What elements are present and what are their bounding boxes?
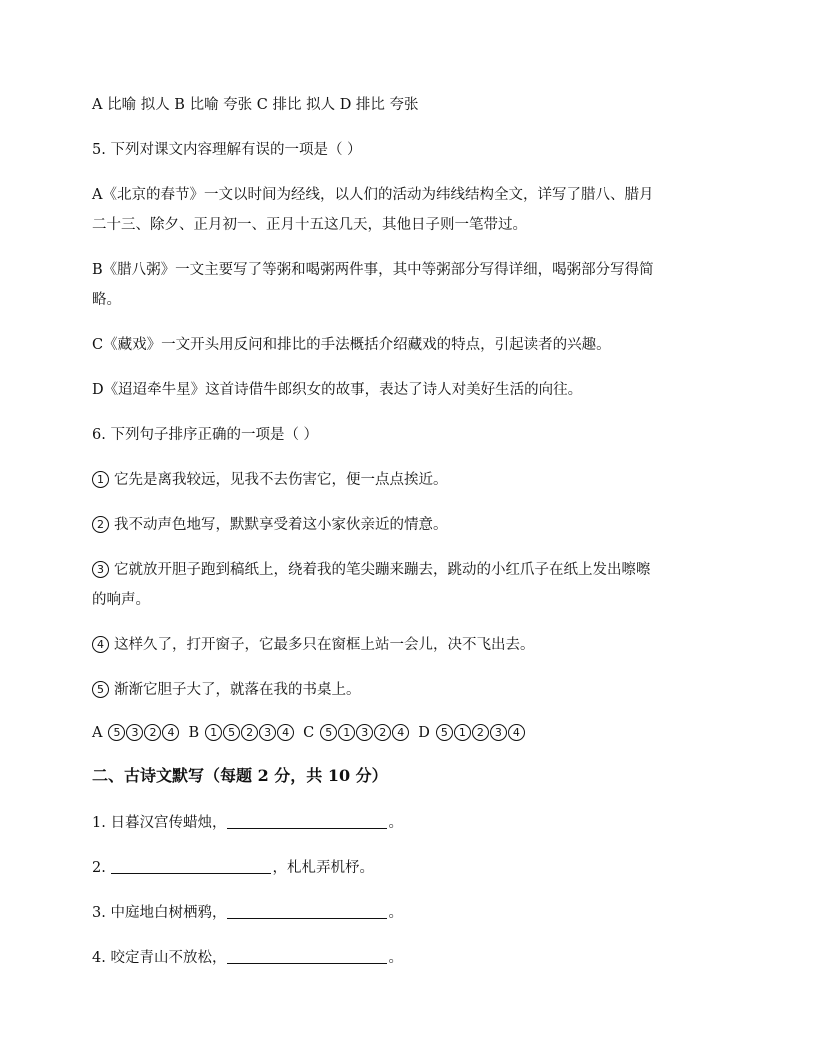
recitation-item-1: [92, 808, 732, 838]
answer-blank[interactable]: [111, 857, 271, 874]
q5-option-b-line1: B《腊八粥》一文主要写了等粥和喝粥两件事，其中等粥部分写得详细，喝粥部分写得简: [92, 262, 654, 278]
circled-number-4: 4: [392, 724, 409, 741]
q6-item-text: 我不动声色地写，默默享受着这小家伙亲近的情意。: [114, 517, 448, 533]
circled-number-3: 3: [92, 561, 109, 578]
circled-number-1: 1: [205, 724, 222, 741]
circled-number-2: 2: [472, 724, 489, 741]
option-letter-a: A: [92, 725, 103, 741]
circled-number-2: 2: [374, 724, 391, 741]
q6-item-text: 这样久了，打开窗子，它最多只在窗框上站一会儿，决不飞出去。: [114, 637, 535, 653]
circled-number-5: 5: [436, 724, 453, 741]
option-letter-d: D: [418, 725, 430, 741]
option-letter-c: C: [303, 725, 315, 741]
recitation-suffix: 。: [388, 950, 403, 966]
q6-item: [92, 630, 732, 660]
circled-number-3: 3: [356, 724, 373, 741]
q5-option-a-line2: 二十三、除夕、正月初一、正月十五这几天，其他日子则一笔带过。: [92, 217, 527, 233]
q6-item-text: 它先是离我较远，见我不去伤害它，便一点点挨近。: [114, 472, 448, 488]
answer-blank[interactable]: [227, 902, 387, 919]
q6-item: [92, 675, 732, 705]
circled-number-1: 1: [92, 471, 109, 488]
circled-number-3: 3: [259, 724, 276, 741]
circled-number-3: 3: [126, 724, 143, 741]
q6-item-text: 它就放开胆子跑到稿纸上，绕着我的笔尖蹦来蹦去，跳动的小红爪子在纸上发出嚓嚓: [114, 562, 651, 578]
q4-options: A 比喻 拟人 B 比喻 夸张 C 排比 拟人 D 排比 夸张: [92, 97, 419, 113]
q5-stem: 5. 下列对课文内容理解有误的一项是（ ）: [92, 142, 362, 158]
q6-options: [92, 718, 732, 748]
circled-number-2: 2: [144, 724, 161, 741]
q5-option-d: D《迢迢牵牛星》这首诗借牛郎织女的故事，表达了诗人对美好生活的向往。: [92, 382, 583, 398]
circled-number-4: 4: [277, 724, 294, 741]
circled-number-5: 5: [92, 681, 109, 698]
circled-number-5: 5: [223, 724, 240, 741]
recitation-item-3: [92, 898, 732, 928]
circled-number-5: 5: [108, 724, 125, 741]
q5-option-a-line1: A《北京的春节》一文以时间为经线，以人们的活动为纬线结构全文，详写了腊八、腊月: [92, 187, 654, 203]
q6-stem: 6. 下列句子排序正确的一项是（ ）: [92, 427, 319, 443]
q6-item-continuation: 的响声。: [92, 592, 150, 608]
q6-item: [92, 465, 732, 495]
recitation-item-4: [92, 943, 732, 973]
circled-number-1: 1: [454, 724, 471, 741]
recitation-prefix: 1. 日暮汉宫传蜡烛，: [92, 815, 227, 831]
recitation-suffix: 。: [388, 815, 403, 831]
recitation-suffix: 。: [388, 905, 403, 921]
answer-blank[interactable]: [227, 812, 387, 829]
circled-number-4: 4: [508, 724, 525, 741]
q6-item: [92, 510, 732, 540]
recitation-prefix: 3. 中庭地白树栖鸦，: [92, 905, 227, 921]
circled-number-4: 4: [162, 724, 179, 741]
answer-blank[interactable]: [227, 947, 387, 964]
section-2-heading: 二、古诗文默写（每题 2 分，共 10 分）: [92, 766, 388, 785]
recitation-suffix: ，札札弄机杼。: [272, 860, 374, 876]
q5-option-c: C《藏戏》一文开头用反问和排比的手法概括介绍藏戏的特点，引起读者的兴趣。: [92, 337, 611, 353]
q6-item: [92, 555, 732, 585]
circled-number-1: 1: [338, 724, 355, 741]
circled-number-5: 5: [320, 724, 337, 741]
option-letter-b: B: [188, 725, 200, 741]
recitation-item-2: [92, 853, 732, 883]
recitation-prefix: 4. 咬定青山不放松，: [92, 950, 227, 966]
q5-option-b-line2: 略。: [92, 292, 121, 308]
circled-number-2: 2: [92, 516, 109, 533]
q6-item-text: 渐渐它胆子大了，就落在我的书桌上。: [114, 682, 361, 698]
circled-number-2: 2: [241, 724, 258, 741]
circled-number-4: 4: [92, 636, 109, 653]
circled-number-3: 3: [490, 724, 507, 741]
recitation-prefix: 2.: [92, 860, 111, 876]
